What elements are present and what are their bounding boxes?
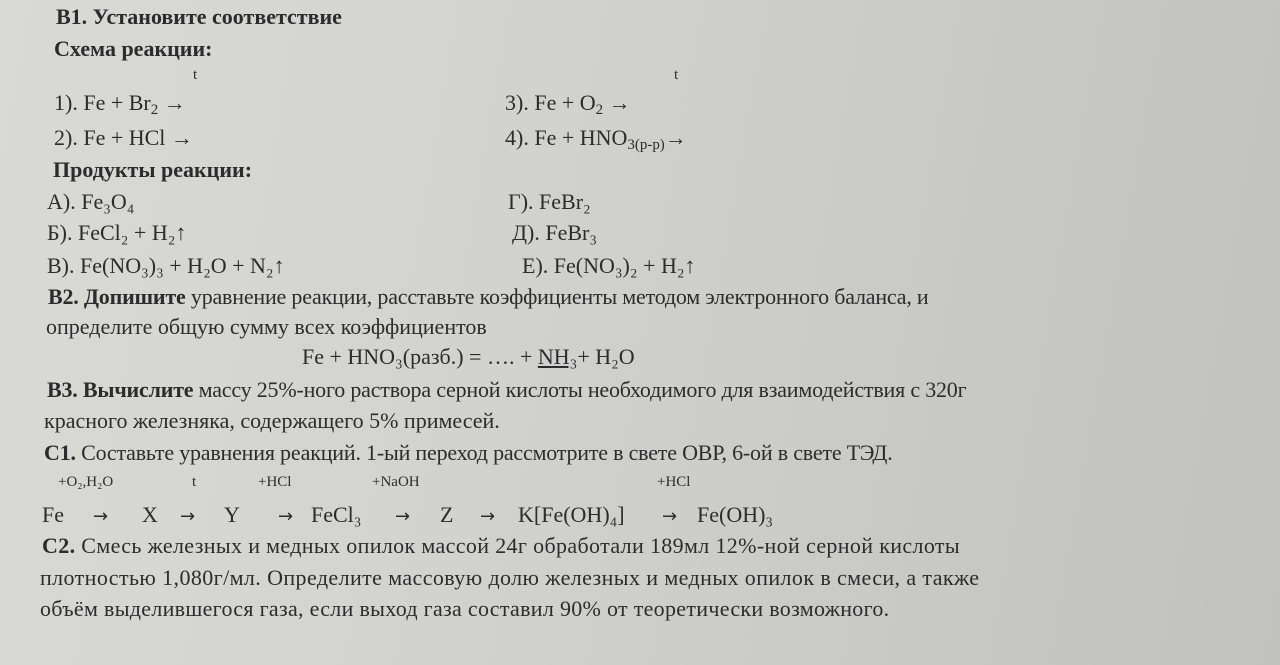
product-a: А). Fe₃O₄ [47, 189, 135, 214]
b2-eq-pre: Fe + HNO₃(разб.) = …. + [302, 344, 538, 369]
reaction-3-arrow: → [603, 90, 631, 115]
chain-y: Y [224, 502, 240, 527]
chain-fecl3: FeCl₃ [311, 502, 362, 527]
product-v: В). Fe(NO₃)₃ + H₂O + N₂↑ [47, 253, 285, 278]
reaction-3-num: 3). [505, 90, 529, 115]
b2-text-1: уравнение реакции, расставьте коэффициенты методом электронного баланса, и [185, 284, 929, 309]
chain-arrow-5: → [480, 506, 496, 527]
c2-line-3: объём выделившегося газа, если выход газа составил 90% от теоретически возможного. [40, 596, 890, 621]
c2-line-2: плотностью 1,080г/мл. Определите массовую долю железных и медных опилок в смеси, а также [40, 565, 980, 590]
c1-over-3: +HCl [258, 474, 292, 490]
c1-over-4: +NaOH [372, 474, 420, 490]
reaction-4-num: 4). [505, 125, 529, 150]
chain-arrow-3: → [278, 506, 294, 527]
scheme-heading: Схема реакции: [54, 36, 213, 61]
b3-line-1 [47, 377, 966, 403]
b3-line-2: красного железняка, содержащего 5% примесей. [44, 408, 500, 433]
c2-line-1 [42, 533, 960, 559]
c1-text: Составьте уравнения реакций. 1-ый переход рассмотрите в свете ОВР, 6-ой в свете ТЭД. [75, 440, 893, 465]
reaction-3-lhs: Fe + O [534, 90, 596, 115]
products-heading: Продукты реакции: [53, 157, 253, 182]
chain-arrow-4: → [395, 506, 411, 527]
reaction-4 [505, 125, 687, 154]
chain-feoh3: Fe(OH)₃ [697, 502, 774, 527]
c1-label: С1. [44, 440, 76, 465]
temp-mark-1: t [193, 67, 198, 83]
product-e: Е). Fe(NO₃)₂ + H₂↑ [522, 253, 696, 278]
reaction-2-num: 2). [54, 125, 78, 150]
c1-over-5: +HCl [657, 474, 691, 490]
chain-arrow-1: → [93, 506, 109, 527]
chain-fe: Fe [42, 502, 64, 527]
b2-equation [302, 344, 635, 370]
c2-text-1: Смесь железных и медных опилок массой 24г обработали 189мл 12%-ной серной кислоты [75, 533, 960, 558]
b2-eq-underlined: NH₃ [537, 344, 578, 369]
reaction-4-lhs: Fe + HNO [534, 125, 628, 150]
reaction-3-sub: 2 [595, 102, 604, 119]
reaction-4-arrow: → [664, 125, 687, 150]
reaction-1 [54, 90, 186, 119]
c1-over-1: +O₂,H₂O [58, 474, 114, 490]
chain-arrow-2: → [180, 506, 196, 527]
reaction-4-sub: 3(р-р) [627, 137, 665, 154]
c1-line [44, 440, 893, 466]
b3-label: В3. Вычислите [47, 377, 194, 402]
b1-title: В1. Установите соответствие [56, 4, 342, 29]
b2-eq-post: + H₂O [577, 344, 635, 369]
chain-x: X [142, 502, 158, 527]
b2-label: В2. Допишите [48, 284, 186, 309]
reaction-2 [54, 125, 193, 151]
c2-label: С2. [42, 533, 76, 558]
reaction-1-sub: 2 [150, 102, 159, 119]
chain-z: Z [440, 502, 454, 527]
reaction-1-lhs: Fe + Br [83, 90, 151, 115]
product-d: Д). FeBr₃ [512, 220, 598, 245]
reaction-1-num: 1). [54, 90, 78, 115]
reaction-3 [505, 90, 631, 119]
c1-over-2: t [192, 474, 197, 490]
chain-kfeoh4: K[Fe(OH)₄] [518, 502, 625, 527]
product-g: Г). FeBr₂ [508, 189, 591, 214]
b2-line-1 [48, 284, 929, 310]
b2-line-2: определите общую сумму всех коэффициентов [46, 314, 487, 339]
reaction-1-arrow: → [158, 90, 186, 115]
reaction-2-text: Fe + HCl → [83, 125, 193, 150]
chain-arrow-6: → [662, 506, 678, 527]
temp-mark-3: t [674, 67, 679, 83]
b3-text-1: массу 25%-ного раствора серной кислоты необходимого для взаимодействия с 320г [193, 377, 967, 402]
product-b: Б). FeCl₂ + H₂↑ [47, 220, 187, 245]
